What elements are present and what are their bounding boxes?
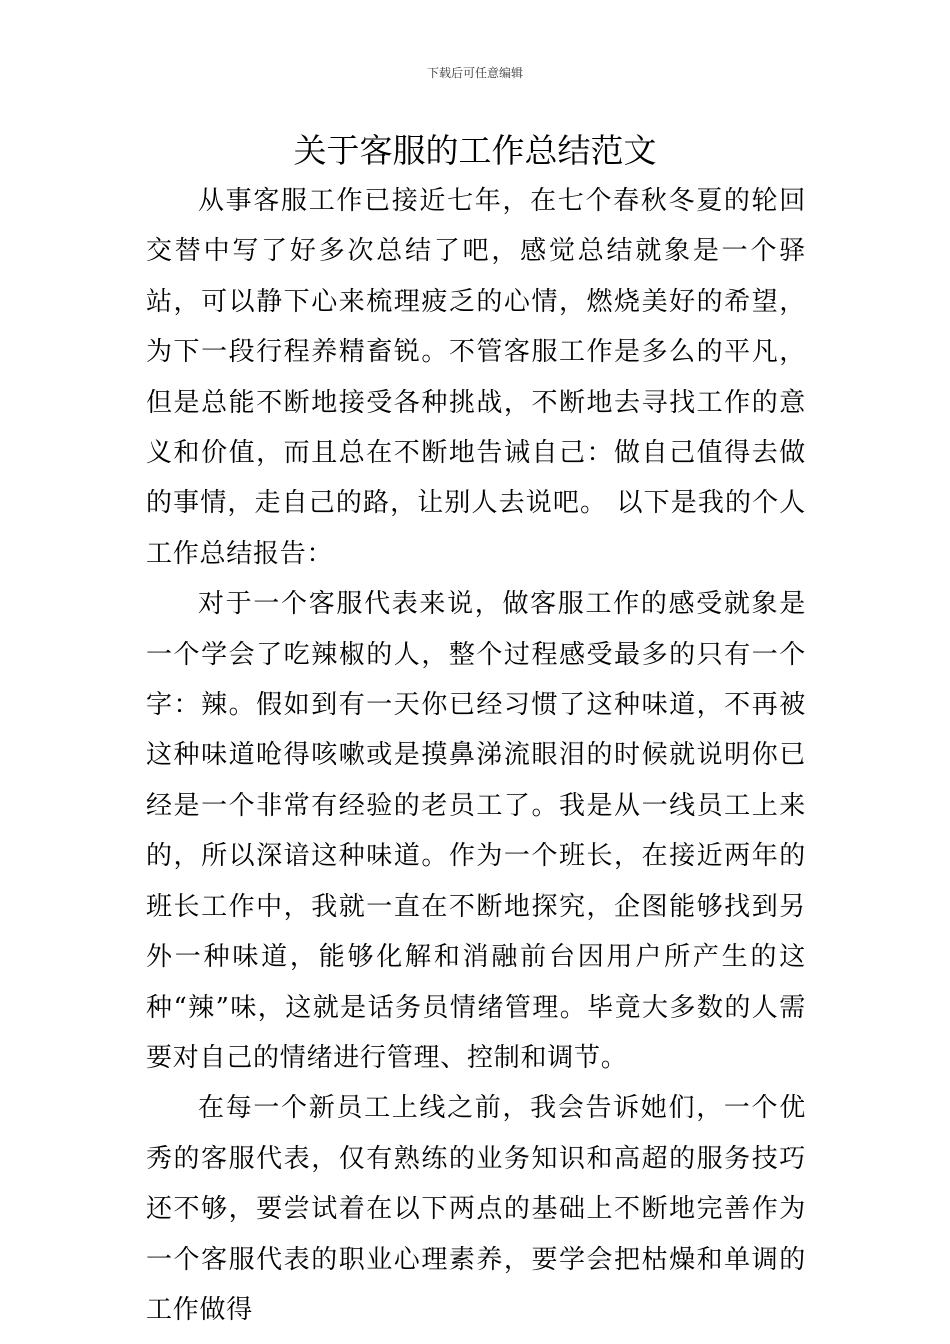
paragraph-2: 对于一个客服代表来说，做客服工作的感受就象是一个学会了吃辣椒的人，整个过程感受最多的只有一个字：辣。假如到有一天你已经习惯了这种味道，不再被这种味道呛得咳嗽或是摸鼻涕流眼泪的时候就说明你已经是一个非常有经验的老员工了。我是从一线员工上来的，所以深谙这种味道。作为一个班长，在接近两年的班长工作中，我就一直在不断地探究，企图能够找到另外一种味道，能够化解和消融前台因用户所产生的这种“辣”味，这就是话务员情绪管理。毕竟大多数的人需要对自己的情绪进行管理、控制和调节。 — [146, 589, 806, 1073]
header-note: 下载后可任意编辑 — [426, 66, 523, 80]
paragraph-1: 从事客服工作已接近七年，在七个春秋冬夏的轮回交替中写了好多次总结了吧，感觉总结就象是一个驿站，可以静下心来梳理疲乏的心情，燃烧美好的希望，为下一段行程养精畜锐。不管客服工作是多么的平凡，但是总能不断地接受各种挑战，不断地去寻找工作的意义和价值，而且总在不断地告诫自己：做自己值得去做的事情，走自己的路，让别人去说吧。 以下是我的个人工作总结报告： — [146, 186, 806, 569]
paragraph-3: 在每一个新员工上线之前，我会告诉她们，一个优秀的客服代表，仅有熟练的业务知识和高超的服务技巧还不够，要尝试着在以下两点的基础上不断地完善作为一个客服代表的职业心理素养，要学会把枯燥和单调的工作做得 — [146, 1093, 806, 1325]
document-body — [146, 176, 806, 1335]
document-title: 关于客服的工作总结范文 — [293, 131, 657, 170]
